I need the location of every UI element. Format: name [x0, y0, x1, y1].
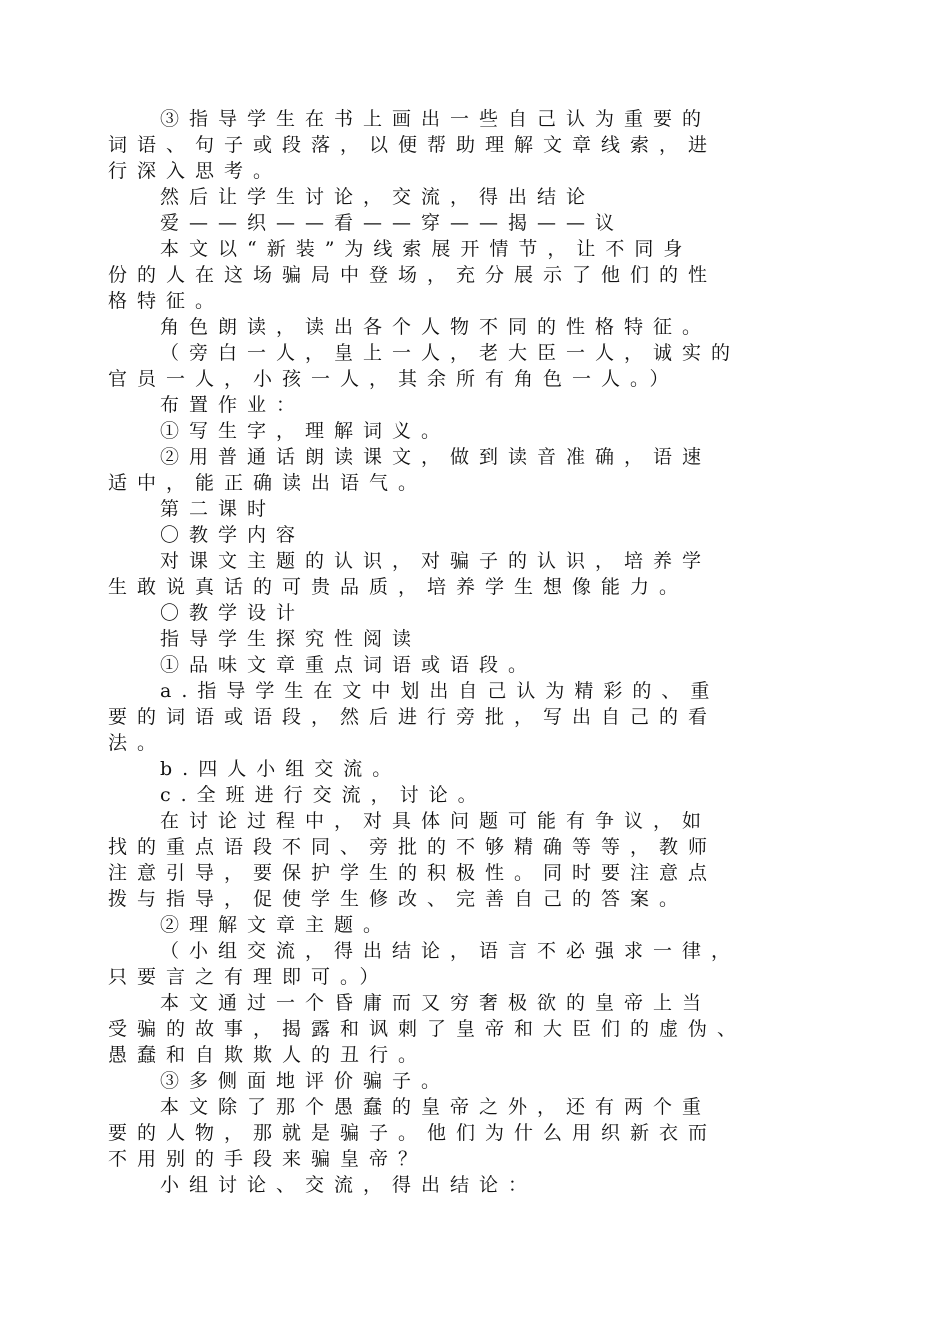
- text-line: 要的人物，那就是骗子。他们为什么用织新衣而: [108, 1122, 718, 1144]
- text-line: 官员一人，小孩一人，其余所有角色一人。）: [108, 368, 679, 390]
- text-line: 指导学生探究性阅读: [160, 628, 422, 650]
- text-line: ③指导学生在书上画出一些自己认为重要的: [160, 108, 712, 130]
- text-line: 〇教学设计: [160, 602, 306, 624]
- text-line: 对课文主题的认识，对骗子的认识，培养学: [160, 550, 712, 572]
- text-line: 只要言之有理即可。）: [108, 966, 389, 988]
- text-line: 本文除了那个愚蠢的皇帝之外，还有两个重: [160, 1096, 712, 1118]
- text-line: 拨与指导，促使学生修改、完善自己的答案。: [108, 888, 689, 910]
- text-line: ②理解文章主题。: [160, 914, 393, 936]
- text-line: 注意引导，要保护学生的积极性。同时要注意点: [108, 862, 718, 884]
- text-line: 本文以“新装”为线索展开情节，让不同身: [160, 238, 693, 260]
- text-line: a.指导学生在文中划出自己认为精彩的、重: [160, 680, 720, 702]
- text-line: 布置作业：: [160, 394, 306, 416]
- text-line: ②用普通话朗读课文，做到读音准确，语速: [160, 446, 712, 468]
- text-line: ①品味文章重点词语或语段。: [160, 654, 538, 676]
- text-line: 格特征。: [108, 290, 225, 312]
- text-line: 词语、句子或段落，以便帮助理解文章线索，进: [108, 134, 718, 156]
- text-line: 愚蠢和自欺欺人的丑行。: [108, 1044, 428, 1066]
- text-line: （小组交流，得出结论，语言不必强求一律，: [160, 940, 741, 962]
- text-line: 法。: [108, 732, 167, 754]
- text-line: b.四人小组交流。: [160, 758, 402, 780]
- text-line: 份的人在这场骗局中登场，充分展示了他们的性: [108, 264, 718, 286]
- text-line: 找的重点语段不同、旁批的不够精确等等，教师: [108, 836, 718, 858]
- text-line: 行深入思考。: [108, 160, 283, 182]
- text-line: 不用别的手段来骗皇帝？: [108, 1148, 428, 1170]
- text-line: ③多侧面地评价骗子。: [160, 1070, 451, 1092]
- text-line: （旁白一人，皇上一人，老大臣一人，诚实的: [160, 342, 741, 364]
- text-line: 要的词语或语段，然后进行旁批，写出自己的看: [108, 706, 718, 728]
- text-line: 第二课时: [160, 498, 277, 520]
- text-line: c.全班进行交流，讨论。: [160, 784, 487, 806]
- text-line: 然后让学生讨论，交流，得出结论: [160, 186, 596, 208]
- text-line: 在讨论过程中，对具体问题可能有争议，如: [160, 810, 712, 832]
- text-line: 〇教学内容: [160, 524, 306, 546]
- text-line: 本文通过一个昏庸而又穷奢极欲的皇帝上当: [160, 992, 712, 1014]
- text-line: 小组讨论、交流，得出结论：: [160, 1174, 538, 1196]
- text-line: 适中，能正确读出语气。: [108, 472, 428, 494]
- text-line: ①写生字，理解词义。: [160, 420, 451, 442]
- text-line: 受骗的故事，揭露和讽刺了皇帝和大臣们的虚伪、: [108, 1018, 747, 1040]
- text-line: 生敢说真话的可贵品质，培养学生想像能力。: [108, 576, 689, 598]
- text-line: 角色朗读，读出各个人物不同的性格特征。: [160, 316, 712, 338]
- text-line: 爱——织——看——穿——揭——议: [160, 212, 625, 234]
